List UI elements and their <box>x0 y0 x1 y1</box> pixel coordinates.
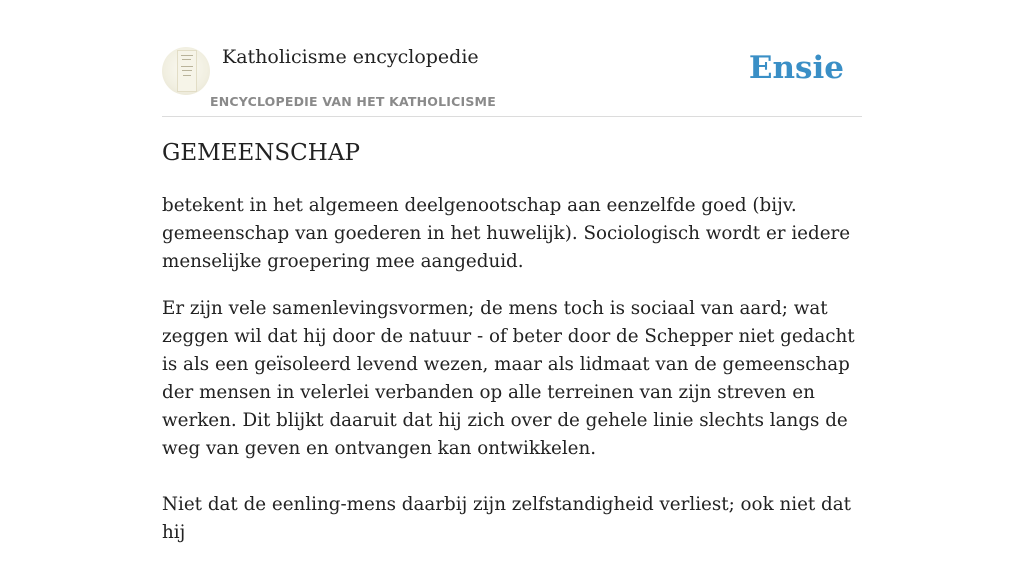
article-body <box>162 192 864 566</box>
page-container <box>162 0 862 543</box>
article-paragraph: betekent in het algemeen deelgenootschap aan eenzelfde goed (bijv. gemeenschap van goederen in het huwelijk). Sociologisch wordt er iedere menselijke groepering mee aangeduid. <box>162 195 851 272</box>
article-paragraph: Er zijn vele samenlevingsvormen; de mens toch is sociaal van aard; wat zeggen wil dat hij door de natuur - of beter door de Schepper niet gedacht is als een geïsoleerd levend wezen, maar als lidmaat van de gemeenschap der mensen in velerlei verbanden op alle terreinen van zijn streven en werken. Dit blijkt daaruit dat hij zich over de gehele linie slechts langs de weg van geven en ontvangen kan ontwikkelen. <box>162 298 855 459</box>
article-paragraph: Niet dat de eenling-mens daarbij zijn zelfstandigheid verliest; ook niet dat hij <box>162 494 852 543</box>
site-subtitle: ENCYCLOPEDIE VAN HET KATHOLICISME <box>210 94 496 109</box>
site-header <box>162 0 862 117</box>
site-title[interactable]: Katholicisme encyclopedie <box>222 46 479 68</box>
encyclopedia-logo[interactable] <box>162 47 210 95</box>
book-cover-icon <box>177 50 197 92</box>
entry-title: GEMEENSCHAP <box>162 140 360 166</box>
brand-logo-link[interactable]: Ensie <box>748 50 844 86</box>
